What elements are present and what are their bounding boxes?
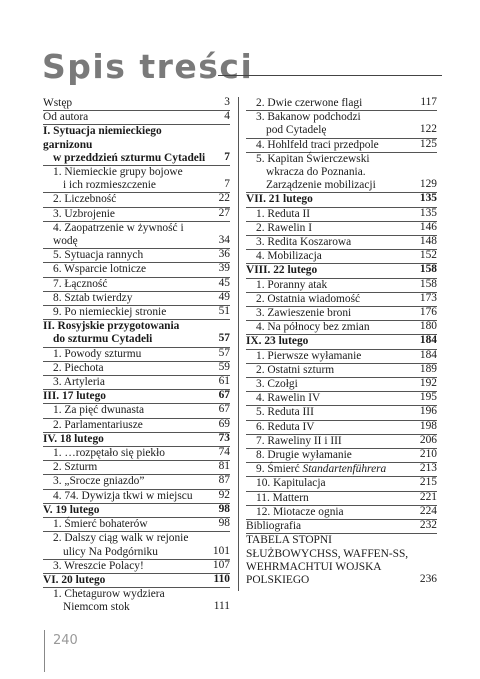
toc-entry-line: 1. Poranny atak xyxy=(256,278,328,291)
toc-entry-title xyxy=(246,250,437,263)
toc-entry-title xyxy=(43,222,230,248)
toc-page-number: 45 xyxy=(218,276,230,289)
toc-page-number: 98 xyxy=(218,517,230,530)
toc-page-number: 125 xyxy=(419,137,437,150)
toc-entry xyxy=(43,292,230,306)
toc-entry-title xyxy=(246,520,437,533)
toc-entry xyxy=(246,392,437,406)
toc-entry-line: 2. Piechota xyxy=(53,361,104,374)
toc-entry xyxy=(43,404,230,418)
toc-entry xyxy=(246,153,437,194)
toc-entry-line: 3. Czołgi xyxy=(256,378,298,391)
toc-entry-title xyxy=(43,404,230,417)
toc-entry-title xyxy=(43,447,230,460)
toc-entry xyxy=(43,249,230,263)
toc-entry-line: 7. Raweliny II i III xyxy=(256,434,342,447)
toc-page-number: 196 xyxy=(419,405,437,418)
toc-page-number: 51 xyxy=(218,305,230,318)
toc-entry-line: w przeddzień szturmu Cytadeli xyxy=(53,151,206,164)
toc-entry-line: V. 19 lutego xyxy=(43,503,100,516)
toc-page-number: 59 xyxy=(218,360,230,373)
toc-entry-line: IX. 23 lutego xyxy=(246,335,309,348)
toc-page-number: 7 xyxy=(224,178,230,191)
toc-entry-title xyxy=(43,362,230,375)
toc-entry-title xyxy=(43,320,230,346)
toc-entry xyxy=(43,518,230,532)
toc-section-entry xyxy=(43,504,230,518)
toc-entry xyxy=(43,461,230,475)
toc-entry-line: 5. Reduta III xyxy=(256,406,314,419)
toc-entry-title xyxy=(246,463,437,476)
toc-entry-title xyxy=(246,406,437,419)
toc-entry-line: SS, WAFFEN-SS, WEHRMACHTU xyxy=(246,547,409,573)
toc-entry-line: I. Sytuacja niemieckiego garnizonu xyxy=(43,125,162,151)
toc-page-number: 122 xyxy=(419,123,437,136)
toc-page-number: 36 xyxy=(218,248,230,261)
toc-page-number: 39 xyxy=(218,262,230,275)
toc-entry xyxy=(43,222,230,249)
toc-entry-line: 4. Hohlfeld traci przedpole xyxy=(256,138,379,151)
toc-entry xyxy=(43,475,230,489)
column-divider xyxy=(238,97,239,591)
toc-page-number: 74 xyxy=(218,446,230,459)
toc-page-number: 69 xyxy=(218,417,230,430)
toc-section-entry xyxy=(43,433,230,447)
toc-entry-line: II. Rosyjskie przygotowania xyxy=(43,320,180,333)
toc-entry-line: III. 17 lutego xyxy=(43,390,106,403)
toc-entry-line: 2. Ostatnia wiadomość xyxy=(256,292,361,305)
toc-entry-line: i ich rozmieszczenie xyxy=(63,179,156,192)
toc-entry-line: 2. Dalszy ciąg walk w rejonie xyxy=(53,532,189,545)
toc-entry-line: 11. Mattern xyxy=(256,491,309,504)
toc-entry-line: 3. Zawieszenie broni xyxy=(256,307,352,320)
toc-entry-line: 10. Kapitulacja xyxy=(256,477,326,490)
toc-entry-title xyxy=(246,208,437,221)
toc-page-number: 117 xyxy=(420,96,437,108)
toc-page-number: 22 xyxy=(218,192,230,205)
toc-page-number: 7 xyxy=(224,150,230,163)
toc-entry-line: TABELA STOPNI SŁUŻBOWYCH xyxy=(246,534,332,560)
toc-entry-line: 2. Rawelin I xyxy=(256,221,312,234)
toc-page-number: 81 xyxy=(218,460,230,473)
toc-entry xyxy=(43,447,230,461)
toc-entry xyxy=(43,348,230,362)
toc-entry-line: 1. Śmierć bohaterów xyxy=(53,518,148,531)
toc-page-number: 98 xyxy=(218,502,230,515)
toc-page-number: 184 xyxy=(419,348,437,361)
toc-entry-title xyxy=(43,461,230,474)
toc-entry-title xyxy=(246,222,437,235)
toc-entry-line: VII. 21 lutego xyxy=(246,193,313,206)
toc-entry-title xyxy=(246,492,437,505)
toc-entry-title xyxy=(246,139,437,152)
toc-entry-title xyxy=(43,97,230,110)
toc-section-entry xyxy=(43,125,230,166)
toc-section-entry xyxy=(43,574,230,588)
toc-entry-title xyxy=(43,125,230,165)
toc-entry-title xyxy=(246,279,437,292)
toc-entry-title xyxy=(246,293,437,306)
toc-entry xyxy=(43,419,230,433)
toc-page-number: 110 xyxy=(213,572,230,585)
toc-entry-line: VI. 20 lutego xyxy=(43,573,106,586)
toc-entry-line: 4. 74. Dywizja tkwi w miejscu xyxy=(53,489,193,502)
toc-entry-title xyxy=(43,518,230,531)
toc-entry xyxy=(246,449,437,463)
toc-entry xyxy=(246,463,437,477)
toc-entry-line: 4. Na północy bez zmian xyxy=(256,321,370,334)
toc-page-number: 146 xyxy=(419,220,437,233)
toc-entry-title xyxy=(246,236,437,249)
toc-entry xyxy=(43,376,230,390)
toc-page-number: 195 xyxy=(419,391,437,404)
toc-right-column xyxy=(246,97,437,587)
page-title: Spis treści xyxy=(42,47,254,86)
toc-entry-title xyxy=(246,421,437,434)
toc-entry-title xyxy=(43,249,230,262)
toc-section-entry xyxy=(246,335,437,349)
toc-entry-title xyxy=(43,504,230,517)
toc-entry xyxy=(246,406,437,420)
toc-entry-title xyxy=(246,392,437,405)
toc-entry xyxy=(246,378,437,392)
toc-entry-line: 9. Po niemieckiej stronie xyxy=(53,306,167,319)
toc-entry-title xyxy=(246,264,437,277)
toc-entry-line: 4. Zaopatrzenie w żywność i wodę xyxy=(53,221,184,248)
toc-entry xyxy=(246,350,437,364)
toc-page-number: 107 xyxy=(212,558,230,571)
toc-entry-title xyxy=(43,390,230,403)
toc-entry-line: 1. …rozpętało się piekło xyxy=(53,447,165,460)
toc-entry-line: 3. Bakanow podchodzi xyxy=(256,111,361,124)
toc-entry-line: 5. Kapitan Świerczewski xyxy=(256,152,370,165)
toc-page-number: 184 xyxy=(419,334,437,347)
toc-entry-line: 1. Pierwsze wyłamanie xyxy=(256,349,362,362)
toc-entry xyxy=(246,520,437,534)
toc-entry xyxy=(246,111,437,138)
toc-entry-title xyxy=(43,111,230,124)
toc-page-number: 176 xyxy=(419,306,437,319)
toc-page-number: 210 xyxy=(419,448,437,461)
toc-page-number: 3 xyxy=(224,96,230,108)
toc-entry xyxy=(43,532,230,559)
toc-page-number: 173 xyxy=(419,291,437,304)
toc-entry xyxy=(246,279,437,293)
toc-entry xyxy=(246,222,437,236)
toc-entry xyxy=(43,560,230,574)
toc-entry-title xyxy=(246,111,437,137)
toc-entry xyxy=(246,364,437,378)
toc-entry-line: 3. Artyleria xyxy=(53,376,105,389)
toc-entry-line: 1. Za pięć dwunasta xyxy=(53,404,145,417)
toc-entry-line: 1. Reduta II xyxy=(256,207,311,220)
toc-page-number: 111 xyxy=(213,600,230,613)
toc-entry-line: 1. Niemieckie grupy bojowe xyxy=(53,166,183,179)
toc-entry-line: 12. Miotacze ognia xyxy=(256,505,344,518)
toc-entry-line: 3. Redita Koszarowa xyxy=(256,236,352,249)
toc-entry-line: Zarządzenie mobilizacji xyxy=(266,179,376,192)
toc-section-entry xyxy=(246,264,437,278)
toc-entry-line: 3. Wreszcie Polacy! xyxy=(53,559,144,572)
toc-page-number: 152 xyxy=(419,249,437,262)
toc-entry xyxy=(246,492,437,506)
toc-entry xyxy=(43,362,230,376)
toc-page-number: 215 xyxy=(419,476,437,489)
toc-page-number: 158 xyxy=(419,277,437,290)
toc-section-entry xyxy=(43,390,230,404)
toc-page-number: 180 xyxy=(419,320,437,333)
toc-page-number: 57 xyxy=(218,346,230,359)
toc-entry-line: 1. Chetagurow wydziera xyxy=(53,588,165,601)
toc-entry-title xyxy=(43,574,230,587)
toc-entry xyxy=(43,193,230,207)
toc-page-number: 189 xyxy=(419,362,437,375)
toc-entry-line: Niemcom stok xyxy=(63,601,130,614)
toc-entry-title xyxy=(43,306,230,319)
toc-entry-title xyxy=(43,419,230,432)
toc-entry xyxy=(246,534,437,587)
toc-page-number: 67 xyxy=(218,389,230,402)
toc-entry-title xyxy=(246,335,437,348)
footer-rule xyxy=(44,630,45,672)
toc-entry-title xyxy=(246,435,437,448)
toc-page-number: 158 xyxy=(419,263,437,276)
toc-entry-line: 5. Sytuacja rannych xyxy=(53,249,144,262)
toc-page-number: 73 xyxy=(218,431,230,444)
toc-entry-title xyxy=(43,433,230,446)
toc-entry-line: Od autora xyxy=(43,111,89,124)
toc-entry xyxy=(246,208,437,222)
toc-entry-line: Wstęp xyxy=(43,97,73,109)
page-number: 240 xyxy=(53,633,78,648)
toc-entry xyxy=(43,166,230,193)
toc-entry-title xyxy=(246,506,437,519)
toc-page-number: 232 xyxy=(419,519,437,532)
toc-entry-title xyxy=(246,350,437,363)
toc-entry-title xyxy=(246,153,437,193)
toc-entry-line: 2. Dwie czerwone flagi xyxy=(256,97,363,109)
toc-page-number: 198 xyxy=(419,419,437,432)
toc-section-entry xyxy=(246,193,437,207)
toc-entry-title xyxy=(43,193,230,206)
toc-page-number: 34 xyxy=(218,234,230,247)
toc-page-number: 148 xyxy=(419,235,437,248)
toc-entry xyxy=(246,236,437,250)
toc-entry xyxy=(43,490,230,504)
toc-entry xyxy=(43,263,230,277)
toc-entry xyxy=(246,321,437,335)
toc-entry-line: pod Cytadelę xyxy=(266,124,327,137)
toc-entry-line: Bibliografia xyxy=(246,520,302,533)
toc-entry xyxy=(43,278,230,292)
toc-page-number: 101 xyxy=(212,544,230,557)
toc-page-number: 221 xyxy=(419,490,437,503)
toc-entry xyxy=(246,293,437,307)
toc-entry xyxy=(246,250,437,264)
toc-entry xyxy=(246,421,437,435)
toc-entry-line: 8. Drugie wyłamanie xyxy=(256,449,352,462)
toc-entry-title xyxy=(246,364,437,377)
toc-section-entry xyxy=(43,320,230,347)
toc-entry-line: 2. Liczebność xyxy=(53,193,117,206)
toc-entry-line: 2. Ostatni szturm xyxy=(256,363,335,376)
toc-entry xyxy=(43,208,230,222)
toc-entry-line: 2. Parlamentariusze xyxy=(53,418,143,431)
toc-entry-line: 1. Powody szturmu xyxy=(53,347,142,360)
toc-page-number: 92 xyxy=(218,488,230,501)
toc-entry-title xyxy=(246,193,437,206)
toc-entry-line: VIII. 22 lutego xyxy=(246,264,318,277)
toc-entry-title xyxy=(43,263,230,276)
toc-page-number: 27 xyxy=(218,206,230,219)
toc-entry xyxy=(246,97,437,111)
toc-entry-title xyxy=(43,475,230,488)
toc-entry-line: 3. Uzbrojenie xyxy=(53,207,115,220)
toc-entry-title xyxy=(43,560,230,573)
toc-entry xyxy=(246,506,437,520)
toc-entry-line: 7. Łączność xyxy=(53,277,108,290)
toc-entry-title xyxy=(43,208,230,221)
toc-entry-title xyxy=(43,292,230,305)
toc-entry xyxy=(246,139,437,153)
toc-entry xyxy=(246,435,437,449)
toc-entry-title xyxy=(246,477,437,490)
toc-page-number: 224 xyxy=(419,504,437,517)
toc-entry-title xyxy=(246,97,437,110)
toc-page-number: 61 xyxy=(218,375,230,388)
toc-entry xyxy=(43,306,230,320)
toc-entry-line: 9. Śmierć Standartenführera xyxy=(256,463,387,476)
title-rule xyxy=(218,75,442,76)
toc-entry-line: 4. Rawelin IV xyxy=(256,392,321,405)
toc-entry-title xyxy=(43,490,230,503)
toc-entry xyxy=(43,588,230,614)
toc-entry xyxy=(43,111,230,125)
toc-entry-title xyxy=(43,376,230,389)
toc-page-number: 135 xyxy=(419,206,437,219)
toc-page-number: 4 xyxy=(224,110,230,123)
toc-page-number: 67 xyxy=(218,403,230,416)
toc-page-number: 192 xyxy=(419,377,437,390)
toc-entry-line: 4. Mobilizacja xyxy=(256,250,322,263)
toc-entry-title xyxy=(43,588,230,614)
toc-entry-title xyxy=(246,449,437,462)
toc-page-number: 49 xyxy=(218,290,230,303)
toc-entry-line: 8. Sztab twierdzy xyxy=(53,291,133,304)
toc-entry-line: 2. Szturm xyxy=(53,461,98,474)
toc-entry-title xyxy=(246,534,437,587)
toc-entry-line: 6. Reduta IV xyxy=(256,420,315,433)
toc-page-number: 129 xyxy=(419,178,437,191)
toc-left-column xyxy=(43,97,230,615)
toc-page-number: 236 xyxy=(419,572,437,585)
toc-entry-line: I WOJSKA POLSKIEGO xyxy=(246,560,381,586)
toc-entry xyxy=(246,477,437,491)
toc-entry-title xyxy=(43,166,230,192)
toc-page-number: 135 xyxy=(419,192,437,205)
toc-entry-line: wkracza do Poznania. xyxy=(266,166,366,179)
toc-entry-line: 3. „Srocze gniazdo” xyxy=(53,475,145,488)
toc-entry-title xyxy=(43,532,230,558)
toc-page-number: 206 xyxy=(419,433,437,446)
toc-page-number: 57 xyxy=(218,332,230,345)
toc-page-number: 87 xyxy=(218,474,230,487)
toc-entry-line: do szturmu Cytadeli xyxy=(53,333,153,346)
toc-entry-title xyxy=(43,348,230,361)
toc-entry-title xyxy=(246,378,437,391)
toc-page-number: 213 xyxy=(419,462,437,475)
toc-entry-title xyxy=(43,278,230,291)
toc-entry-line: 6. Wsparcie lotnicze xyxy=(53,263,147,276)
toc-entry-title xyxy=(246,307,437,320)
toc-entry-line: IV. 18 lutego xyxy=(43,432,104,445)
toc-entry-line: ulicy Na Podgórniku xyxy=(63,545,158,558)
toc-entry xyxy=(43,97,230,111)
toc-entry-title xyxy=(246,321,437,334)
toc-entry xyxy=(246,307,437,321)
